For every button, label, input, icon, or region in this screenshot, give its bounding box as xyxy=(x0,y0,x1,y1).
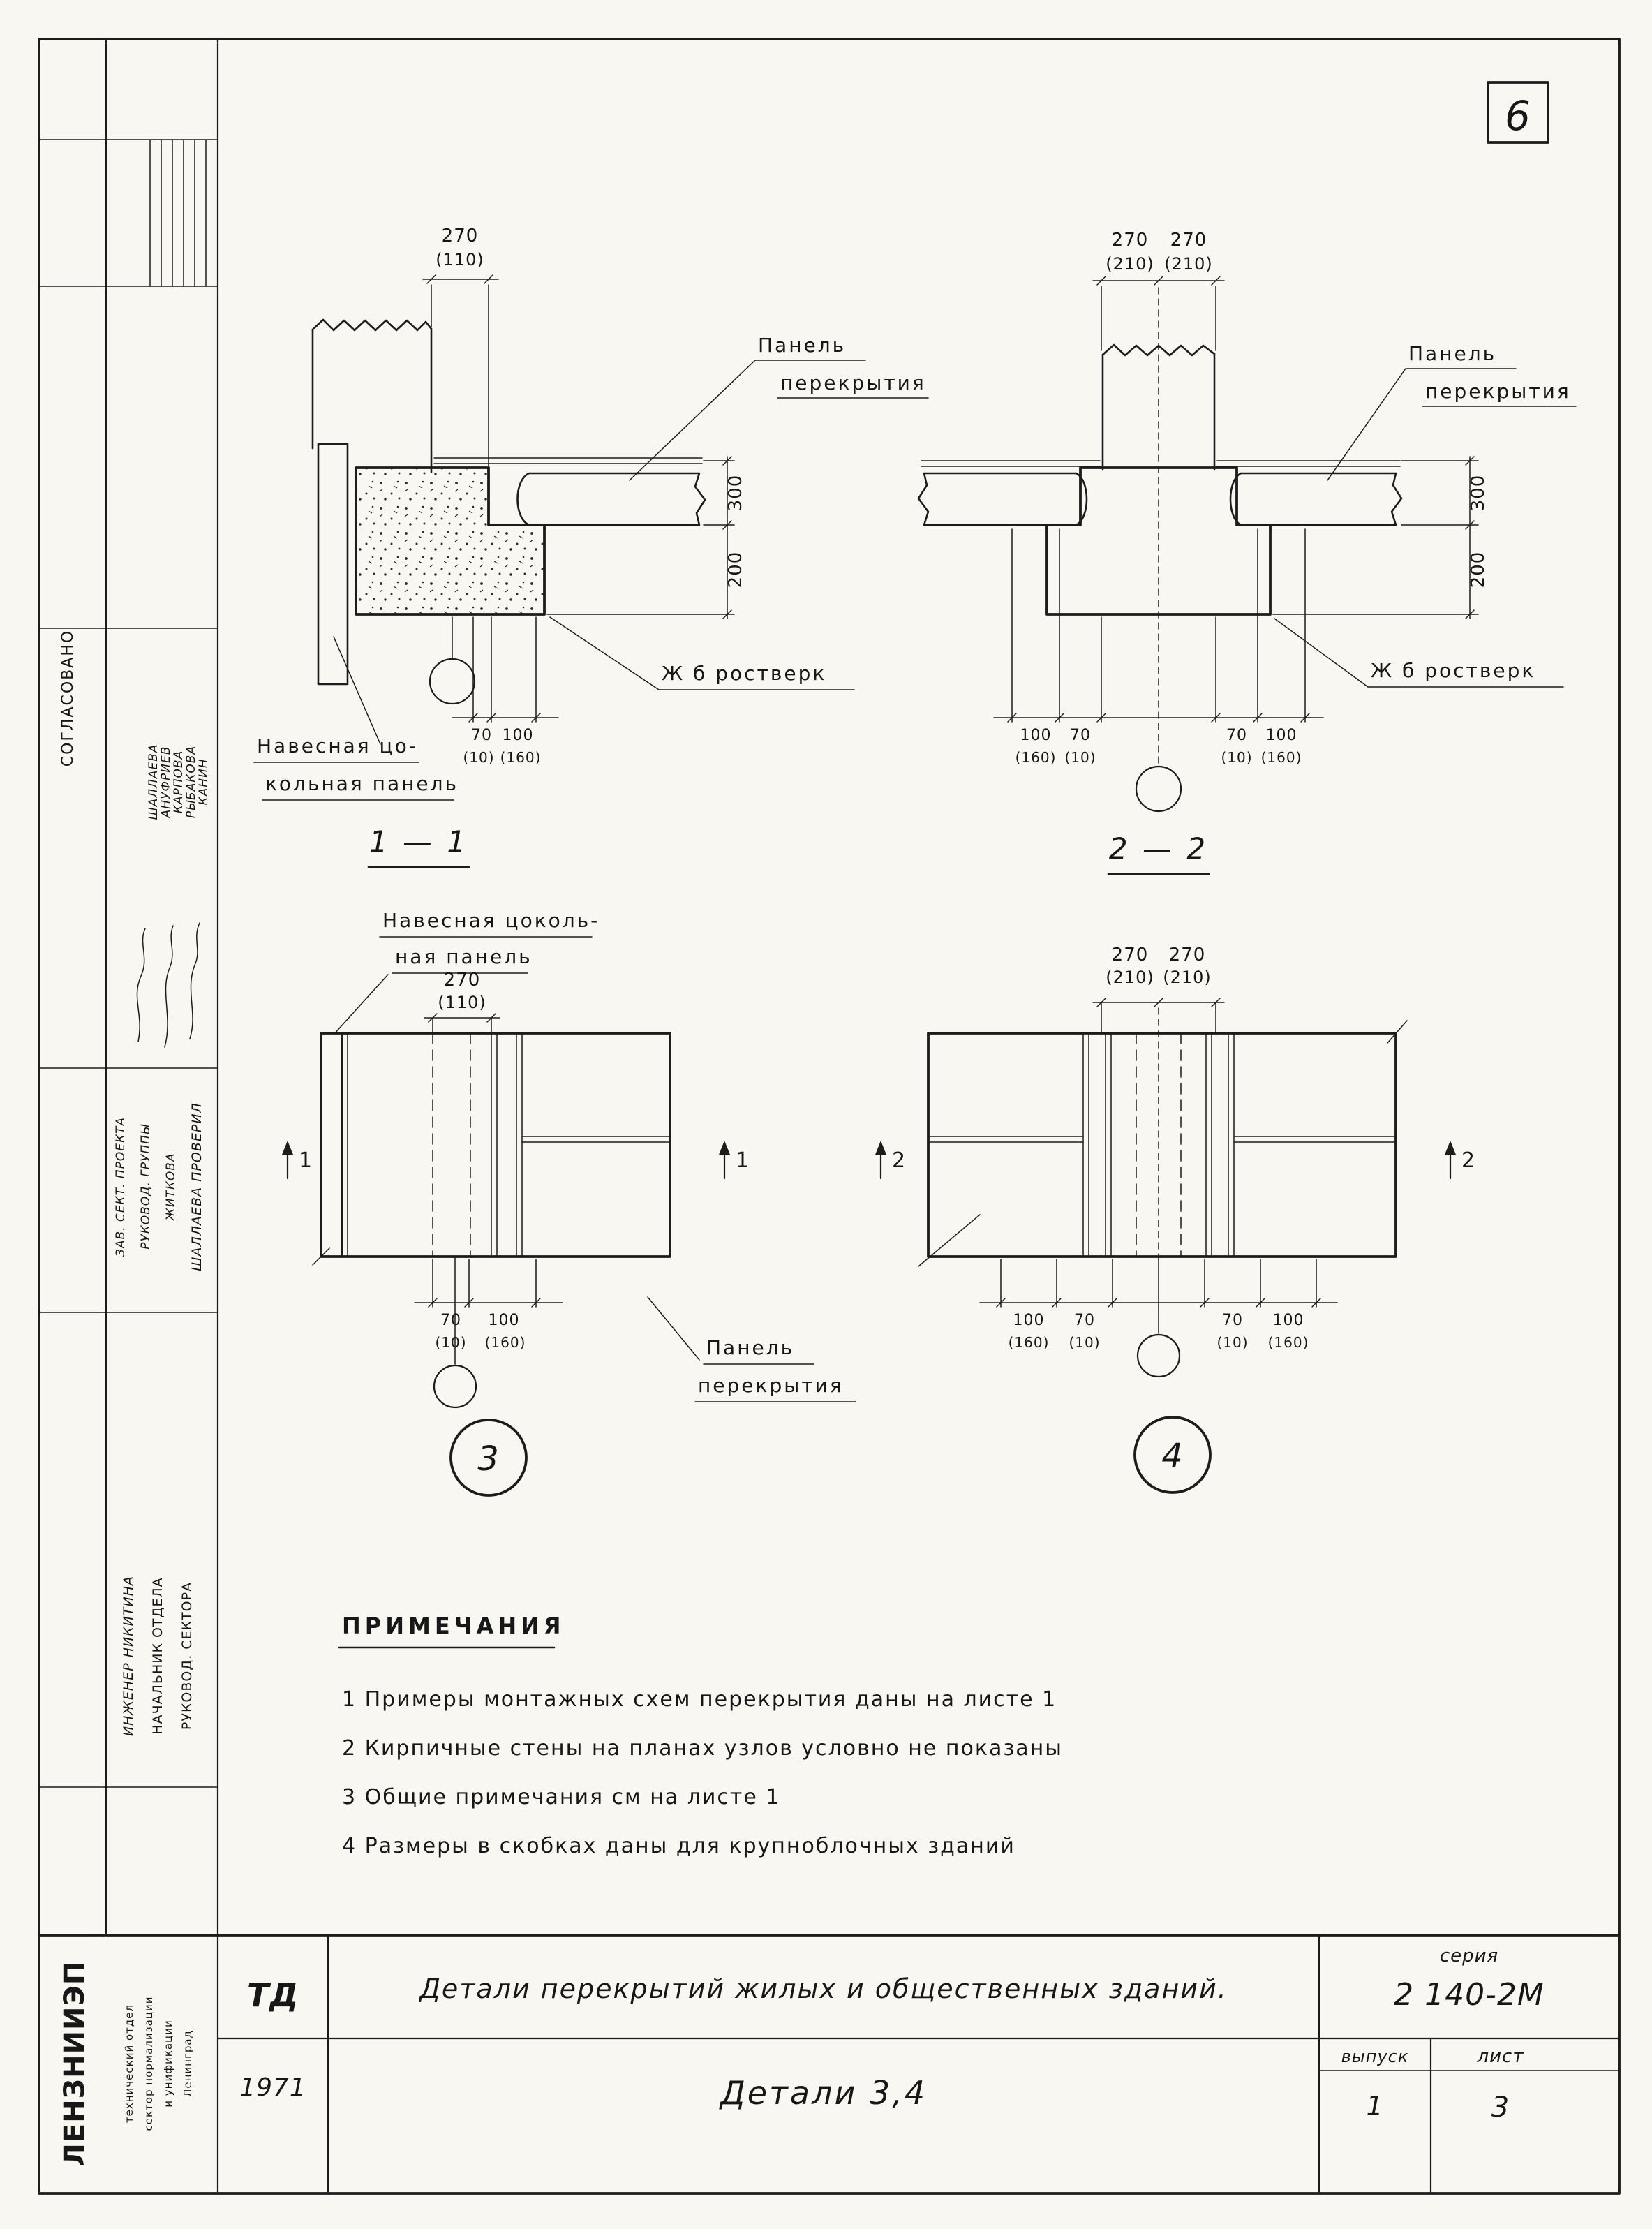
dim-paren: (10) xyxy=(1069,1334,1101,1351)
label-text: Панель xyxy=(706,1336,795,1359)
detail-3-top-dimension xyxy=(424,970,500,1035)
label-text: перекрытия xyxy=(1425,380,1571,403)
dim-paren: (10) xyxy=(1064,749,1096,766)
soglasovano-label: СОГЛАСОВАНО xyxy=(59,629,77,767)
dim-value: 100 xyxy=(1013,1312,1045,1329)
dept-row: НАЧАЛЬНИК ОТДЕЛА xyxy=(150,1577,165,1735)
check-row: ЗАВ. СЕКТ. ПРОЕКТА xyxy=(114,1116,128,1257)
dim-value: 70 xyxy=(440,1312,461,1329)
sheet-number: 6 xyxy=(1505,92,1531,140)
department-rows xyxy=(121,1576,195,1736)
approver-name: КАНИН xyxy=(197,758,211,806)
td-code: ТД xyxy=(246,1976,299,2014)
dept-row: РУКОВОД. СЕКТОРА xyxy=(179,1581,195,1731)
dim-value: 200 xyxy=(1468,551,1489,588)
label-text: Панель xyxy=(758,334,847,357)
floor-slab-right xyxy=(1230,473,1401,525)
note-item: 4 Размеры в скобках даны для крупноблочных зданий xyxy=(342,1834,1015,1858)
detail-number: 4 xyxy=(1161,1437,1184,1476)
dim-paren: (160) xyxy=(1015,749,1057,766)
check-row: РУКОВОД. ГРУППЫ xyxy=(139,1124,153,1250)
org-subline: и унификации xyxy=(162,2020,174,2108)
label-text: перекрытия xyxy=(780,371,926,394)
dim-value: 300 xyxy=(1468,474,1489,512)
note-item: 1 Примеры монтажных схем перекрытия даны на листе 1 xyxy=(342,1687,1057,1712)
drawing-subtitle: Детали 3,4 xyxy=(720,2074,928,2112)
sheet-value: 3 xyxy=(1491,2091,1510,2124)
dim-paren: (110) xyxy=(438,993,486,1012)
dim-value: 270 xyxy=(441,225,479,246)
dim-value: 70 xyxy=(1070,727,1091,744)
label-text: Навесная цо- xyxy=(257,734,418,757)
label-text: перекрытия xyxy=(698,1374,844,1397)
dim-paren: (10) xyxy=(435,1334,467,1351)
dim-paren: (160) xyxy=(1008,1334,1050,1351)
section-cut-mark-right xyxy=(719,1141,750,1178)
dim-value: 70 xyxy=(1226,727,1247,744)
grillage-section xyxy=(356,468,544,614)
dim-value: 100 xyxy=(1020,727,1052,744)
note-item: 2 Кирпичные стены на планах узлов условно не показаны xyxy=(342,1736,1063,1761)
label-grillage xyxy=(550,617,854,690)
approver-name: РЫБАКОВА xyxy=(184,745,198,819)
label-floor-panel xyxy=(1327,342,1576,480)
dim-value: 270 xyxy=(1111,945,1149,965)
check-rows xyxy=(114,1102,204,1271)
dim-paren: (210) xyxy=(1164,254,1213,274)
sheet-frame xyxy=(39,39,1619,2193)
dim-value: 100 xyxy=(502,727,534,744)
signature-grid xyxy=(150,140,206,286)
section-title: 2 — 2 xyxy=(1108,831,1209,866)
label-text: ная панель xyxy=(395,945,533,968)
dim-value: 270 xyxy=(1168,945,1206,965)
dim-paren: (10) xyxy=(1221,749,1253,766)
dept-row: ИНЖЕНЕР НИКИТИНА xyxy=(121,1575,136,1737)
dim-value: 70 xyxy=(1074,1312,1095,1329)
floor-slab-left xyxy=(918,473,1087,525)
detail-4 xyxy=(875,945,1475,1493)
label-text: кольная панель xyxy=(265,772,459,795)
dim-value: 200 xyxy=(725,551,746,588)
detail-3-bottom-dimension xyxy=(415,1259,563,1351)
dim-value: 100 xyxy=(1272,1312,1304,1329)
detail-number: 3 xyxy=(477,1439,500,1479)
section-cut-mark-right xyxy=(1445,1141,1475,1178)
dim-value: 70 xyxy=(471,727,492,744)
notes-block xyxy=(339,1613,1063,1858)
detail-1-1-top-dimension xyxy=(423,225,498,469)
section-title-2-2 xyxy=(1108,831,1209,874)
label-grillage xyxy=(1274,619,1563,687)
approver-name: АНУФРИЕВ xyxy=(159,746,173,818)
issue-label: выпуск xyxy=(1341,2047,1409,2066)
dim-value: 270 xyxy=(1170,230,1207,251)
cut-mark-label: 2 xyxy=(1461,1148,1476,1173)
dim-paren: (160) xyxy=(1267,1334,1309,1351)
detail-1-1-bottom-dimension xyxy=(452,617,558,766)
check-row: ЖИТКОВА xyxy=(164,1153,178,1221)
dim-paren: (10) xyxy=(463,749,495,766)
dim-paren: (160) xyxy=(500,749,542,766)
axis-bubble xyxy=(1138,1257,1180,1377)
axis-bubble xyxy=(434,1257,476,1407)
section-title-1-1 xyxy=(369,824,469,867)
dim-value: 70 xyxy=(1222,1312,1243,1329)
sheet-cell xyxy=(1477,2046,1524,2124)
dim-value: 300 xyxy=(725,474,746,512)
org-cell xyxy=(59,1961,194,2167)
dim-paren: (110) xyxy=(436,250,484,269)
issue-value: 1 xyxy=(1366,2091,1384,2121)
dim-value: 100 xyxy=(1265,727,1297,744)
detail-3 xyxy=(282,909,856,1495)
dim-value: 270 xyxy=(443,970,481,991)
issue-cell xyxy=(1341,2047,1409,2121)
dim-paren: (210) xyxy=(1106,968,1154,987)
detail-number-3 xyxy=(451,1420,526,1495)
label-text: Ж б ростверк xyxy=(1371,659,1536,682)
dim-paren: (160) xyxy=(484,1334,526,1351)
dim-paren: (10) xyxy=(1216,1334,1249,1351)
notes-title: ПРИМЕЧАНИЯ xyxy=(342,1613,565,1639)
series-label: серия xyxy=(1439,1946,1499,1967)
org-subline: технический отдел xyxy=(123,2004,135,2124)
detail-1-1-right-dimension xyxy=(547,457,746,619)
note-item: 3 Общие примечания см на листе 1 xyxy=(342,1785,781,1809)
detail-1-1 xyxy=(254,225,928,867)
drawing-title: Детали перекрытий жилых и общественных зданий. xyxy=(419,1973,1228,2004)
section-cut-mark-left xyxy=(282,1141,313,1178)
series-cell xyxy=(1394,1946,1545,2013)
section-title: 1 — 1 xyxy=(369,824,469,859)
series-value: 2 140-2М xyxy=(1394,1977,1545,2013)
label-text: Ж б ростверк xyxy=(662,662,827,685)
cut-mark-label: 1 xyxy=(736,1148,750,1173)
dim-paren: (160) xyxy=(1260,749,1302,766)
label-text: Панель xyxy=(1408,342,1497,365)
detail-2-2 xyxy=(918,230,1576,874)
wall-section-above xyxy=(313,320,431,472)
approver-name: КАРПОВА xyxy=(172,750,186,814)
plan-outline xyxy=(918,1008,1407,1266)
left-stamp-column xyxy=(39,39,218,1935)
sheet-label: лист xyxy=(1477,2046,1524,2067)
plinth-panel-section xyxy=(318,444,348,684)
dim-paren: (210) xyxy=(1163,968,1212,987)
floor-topping-lines xyxy=(921,461,1400,466)
org-name: ЛЕНЗНИИЭП xyxy=(59,1960,91,2167)
plan-outline xyxy=(313,1033,670,1265)
detail-number-4 xyxy=(1135,1417,1210,1493)
approver-name: ШАЛЛАЕВА xyxy=(147,743,161,820)
org-subline: сектор нормализации xyxy=(142,1996,155,2131)
sheet-number-box xyxy=(1488,82,1548,142)
label-floor-panel xyxy=(648,1297,856,1402)
section-cut-mark-left xyxy=(875,1141,906,1178)
axis-bubble xyxy=(1136,767,1181,811)
title-block xyxy=(39,1935,1619,2193)
check-row: ШАЛЛАЕВА ПРОВЕРИЛ xyxy=(189,1102,204,1271)
label-plinth-panel xyxy=(254,637,459,800)
label-text: Навесная цоколь- xyxy=(382,909,600,932)
cut-mark-label: 2 xyxy=(892,1148,907,1173)
dim-value: 100 xyxy=(488,1312,520,1329)
approver-names xyxy=(147,743,211,820)
axis-bubble xyxy=(430,617,475,704)
cut-mark-label: 1 xyxy=(299,1148,313,1173)
dim-paren: (210) xyxy=(1106,254,1154,274)
dim-value: 270 xyxy=(1111,230,1149,251)
org-subline: Ленинград xyxy=(181,2030,194,2097)
handwritten-signatures xyxy=(137,923,200,1047)
year: 1971 xyxy=(239,2073,306,2102)
